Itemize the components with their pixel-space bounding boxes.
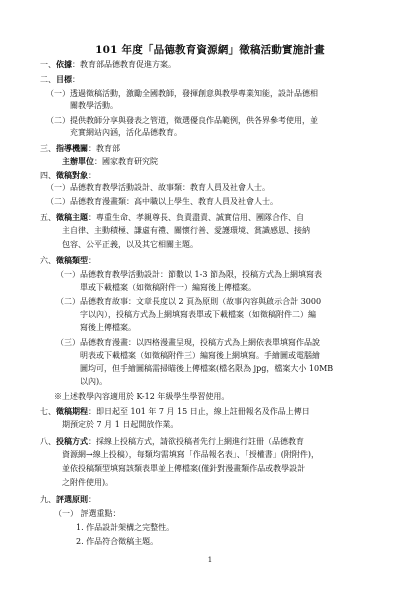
section-2-label: 目標	[56, 74, 72, 84]
section-5-line-2: 主自律、主動積極、謙虛有禮、關懷行善、愛護環境、賞識感恩、接納	[62, 226, 310, 235]
section-8-text: ：採線上投稿方式，請欲投稿者先行上網進行註冊（品德教育	[88, 437, 304, 446]
section-8	[40, 436, 304, 447]
section-9-label: 評選原則	[56, 494, 88, 504]
section-9-point-1: 1. 作品設計架構之完整性。	[76, 523, 175, 532]
section-7-line-2: 期預定於 7 月 1 日起開放作業。	[62, 420, 179, 429]
section-8-line-3: 並依投稿類型填寫該類表單並上傳檔案(僅針對漫畫類作品或教學設計	[62, 464, 306, 473]
section-7	[40, 406, 310, 417]
section-2	[40, 74, 80, 85]
section-3-text: ：教育部	[88, 144, 120, 153]
section-6-label: 徵稿類型	[56, 255, 88, 265]
section-6-item-3-line-3: 圖均可，但手繪圖稿需掃瞄後上傳檔案(檔名限為 jpg，檔案大小 10MB	[80, 364, 334, 373]
section-8-number: 八、	[40, 437, 56, 446]
section-2-item-2-line-2: 充實網站內涵，活化品德教育。	[70, 128, 182, 137]
organizer-label: 主辦單位	[62, 156, 94, 166]
section-6-item-3-line-1: （三）品德教育漫畫：以四格漫畫呈現，投稿方式為上網依表單填寫作品說	[56, 338, 320, 347]
section-4-text: ：	[88, 171, 96, 180]
section-5	[40, 212, 304, 223]
section-6-item-2-line-3: 寫後上傳檔案。	[80, 323, 136, 332]
section-5-line-3: 包容、公平正義，以及其它相關主題。	[62, 240, 198, 249]
section-6-item-1-line-1: （一）品德教育教學活動設計：節數以 1-3 節為限，投稿方式為上網填寫表	[56, 270, 322, 279]
page-number: 1	[207, 556, 213, 564]
section-5-label: 徵稿主題	[56, 212, 88, 222]
section-4-number: 四、	[40, 171, 56, 180]
section-6-number: 六、	[40, 256, 56, 265]
section-9-point-2: 2. 作品符合徵稿主題。	[76, 537, 159, 546]
section-1	[40, 59, 176, 70]
section-4	[40, 170, 96, 181]
section-5-text: ：專重生命、孝親尊長、負責盡責、誠實信用、團隊合作、自	[88, 213, 304, 222]
section-1-label: 依據	[56, 59, 72, 69]
section-9	[40, 494, 96, 505]
section-7-text: ：即日起至 101 年 7 月 15 日止，線上註冊報名及作品上傳日	[88, 407, 310, 416]
section-9-text: ：	[88, 495, 96, 504]
section-3-label: 指導機關	[56, 143, 88, 153]
section-9-subheading: （一） 評選重點：	[54, 509, 121, 518]
section-2-item-1-line-2: 關教學活動。	[70, 101, 118, 110]
section-8-line-2: 資源網→線上投稿），每類均需填寫「作品報名表」、「授權書」(附附件)，	[62, 450, 319, 459]
section-6-item-3-line-4: 以內)。	[80, 377, 108, 386]
section-7-label: 徵稿期程	[56, 406, 88, 416]
document-title: 101 年度「品德教育資源網」徵稿活動實施計畫	[95, 44, 325, 56]
section-2-number: 二、	[40, 75, 56, 84]
organizer-text: ：國家教育研究院	[94, 157, 158, 166]
section-6-item-3-line-2: 明表或下載檔案（如徵稿附件三）編寫後上網填寫。手繪圖或電腦繪	[80, 351, 320, 360]
section-8-line-4: 之附件使用)。	[62, 478, 114, 487]
section-2-item-2-line-1: （二）提供教師分享與發表之管道，徵選優良作品範例，供各界參考使用，並	[46, 116, 318, 125]
section-6-item-2-line-2: 字以內），投稿方式為上網填寫表單或下載檔案（如徵稿附件二）編	[80, 310, 316, 319]
section-1-number: 一、	[40, 60, 56, 69]
section-3-number: 三、	[40, 144, 56, 153]
section-8-label: 投稿方式	[56, 436, 88, 446]
section-2-item-1-line-1: （一）透過徵稿活動，激勵全國教師，發揮創意與教學專業知能，設計品德相	[46, 89, 318, 98]
section-7-number: 七、	[40, 407, 56, 416]
section-6-item-1-line-2: 單或下載檔案（如徵稿附件一）編寫後上傳檔案。	[80, 283, 256, 292]
section-4-label: 徵稿對象	[56, 170, 88, 180]
section-6-note: ※上述教學內容適用於 K-12 年級學生學習使用。	[54, 392, 230, 401]
section-6-text: ：	[88, 256, 96, 265]
section-5-number: 五、	[40, 213, 56, 222]
section-2-text: ：	[72, 75, 80, 84]
section-4-item-2: （二）品德教育漫畫類：高中職以上學生、教育人員及社會人士。	[46, 197, 278, 206]
section-3	[40, 143, 120, 154]
section-1-text: ：教育部品德教育促進方案。	[72, 60, 176, 69]
section-9-number: 九、	[40, 495, 56, 504]
section-6-item-2-line-1: （二）品德教育故事：文章長度以 2 頁為原則（故事內容與啟示合計 3000	[56, 297, 322, 306]
section-4-item-1: （一）品德教育教學活動設計、故事類：教育人員及社會人士。	[46, 183, 270, 192]
section-6	[40, 255, 96, 266]
section-3-organizer	[62, 156, 158, 167]
